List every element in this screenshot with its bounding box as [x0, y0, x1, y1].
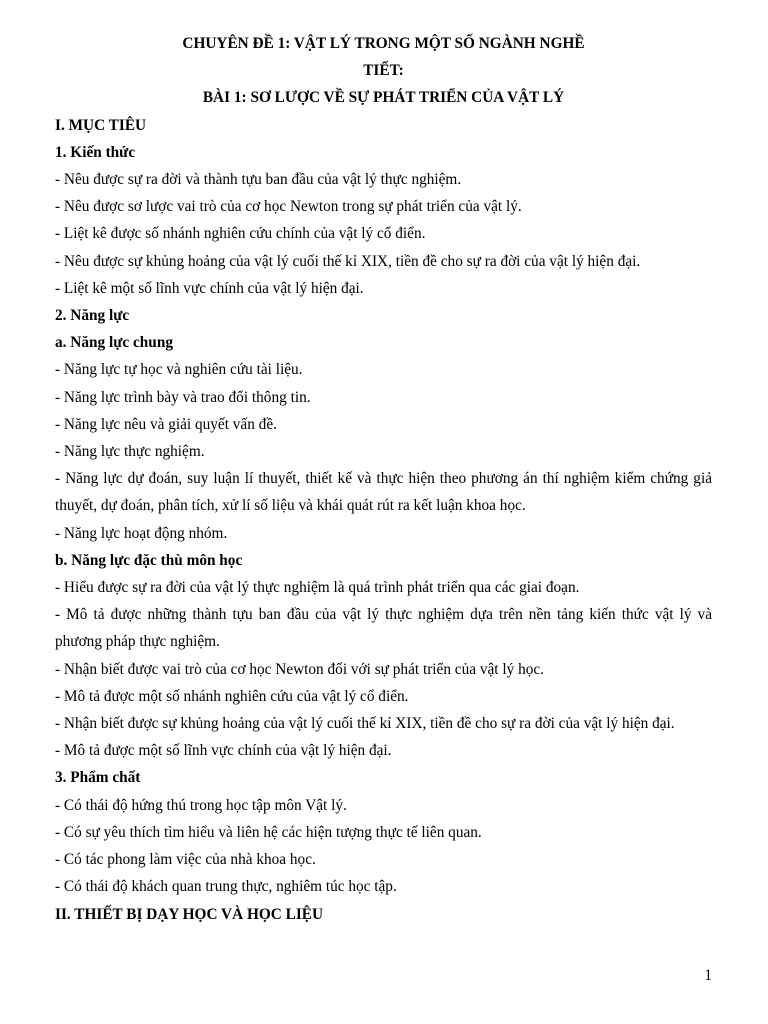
- period-label: TIẾT:: [363, 62, 404, 80]
- list-item: - Có tác phong làm việc của nhà khoa học.: [55, 851, 316, 869]
- competence-heading: 2. Năng lực: [55, 307, 130, 325]
- list-item: - Nhận biết được vai trò của cơ học Newton đối với sự phát triển của vật lý học.: [55, 660, 544, 678]
- list-item: - Nêu được sự khủng hoảng của vật lý cuối thế kỉ XIX, tiền đề cho sự ra đời của vật lý hiện đại.: [55, 252, 641, 270]
- document-page: [55, 30, 712, 928]
- list-item: - Năng lực dự đoán, suy luận lí thuyết, thiết kế và thực hiện theo phương án thí nghiệm kiểm chứng giả thuyết, dự đoán, phân tích, xử lí số liệu và khái quát rút ra kết luận khoa học.: [55, 470, 712, 515]
- list-item: - Có thái độ khách quan trung thực, nghiêm túc học tập.: [55, 878, 397, 896]
- list-item: - Liệt kê được số nhánh nghiên cứu chính của vật lý cổ điển.: [55, 225, 426, 243]
- topic-title: CHUYÊN ĐỀ 1: VẬT LÝ TRONG MỘT SỐ NGÀNH NGHỀ: [182, 35, 585, 52]
- specific-competence-heading: b. Năng lực đặc thù môn học: [55, 551, 243, 569]
- qualities-heading: 3. Phẩm chất: [55, 769, 141, 787]
- list-item: - Năng lực trình bày và trao đổi thông tin.: [55, 388, 311, 406]
- list-item: - Mô tả được một số nhánh nghiên cứu của vật lý cổ điển.: [55, 687, 409, 705]
- lesson-title: BÀI 1: SƠ LƯỢC VỀ SỰ PHÁT TRIỂN CỦA VẬT LÝ: [202, 89, 565, 107]
- list-item: - Mô tả được một số lĩnh vực chính của vật lý hiện đại.: [55, 742, 392, 760]
- list-item: - Năng lực nêu và giải quyết vấn đề.: [55, 415, 277, 433]
- list-item: - Mô tả được những thành tựu ban đầu của vật lý thực nghiệm dựa trên nền tảng kiến thức vật lý và phương pháp thực nghiệm.: [55, 606, 712, 651]
- list-item: - Năng lực tự học và nghiên cứu tài liệu.: [55, 361, 303, 379]
- page-number: 1: [704, 967, 712, 984]
- list-item: - Liệt kê một số lĩnh vực chính của vật lý hiện đại.: [55, 279, 364, 297]
- list-item: - Nhận biết được sự khủng hoảng của vật lý cuối thế kỉ XIX, tiền đề cho sự ra đời của vật lý hiện đại.: [55, 715, 675, 733]
- list-item: - Nêu được sự ra đời và thành tựu ban đầu của vật lý thực nghiệm.: [55, 171, 462, 189]
- general-competence-heading: a. Năng lực chung: [55, 334, 173, 352]
- list-item: - Hiểu được sự ra đời của vật lý thực nghiệm là quá trình phát triển qua các giai đoạn.: [55, 579, 580, 597]
- knowledge-heading: 1. Kiến thức: [55, 143, 136, 161]
- list-item: - Năng lực thực nghiệm.: [55, 443, 205, 461]
- list-item: - Có sự yêu thích tìm hiểu và liên hệ các hiện tượng thực tế liên quan.: [55, 823, 482, 841]
- list-item: - Nêu được sơ lược vai trò của cơ học Newton trong sự phát triển của vật lý.: [55, 198, 522, 216]
- list-item: - Năng lực hoạt động nhóm.: [55, 524, 228, 542]
- section-equipment-heading: II. THIẾT BỊ DẠY HỌC VÀ HỌC LIỆU: [55, 905, 324, 923]
- section-objectives-heading: I. MỤC TIÊU: [55, 116, 147, 134]
- list-item: - Có thái độ hứng thú trong học tập môn Vật lý.: [55, 796, 347, 814]
